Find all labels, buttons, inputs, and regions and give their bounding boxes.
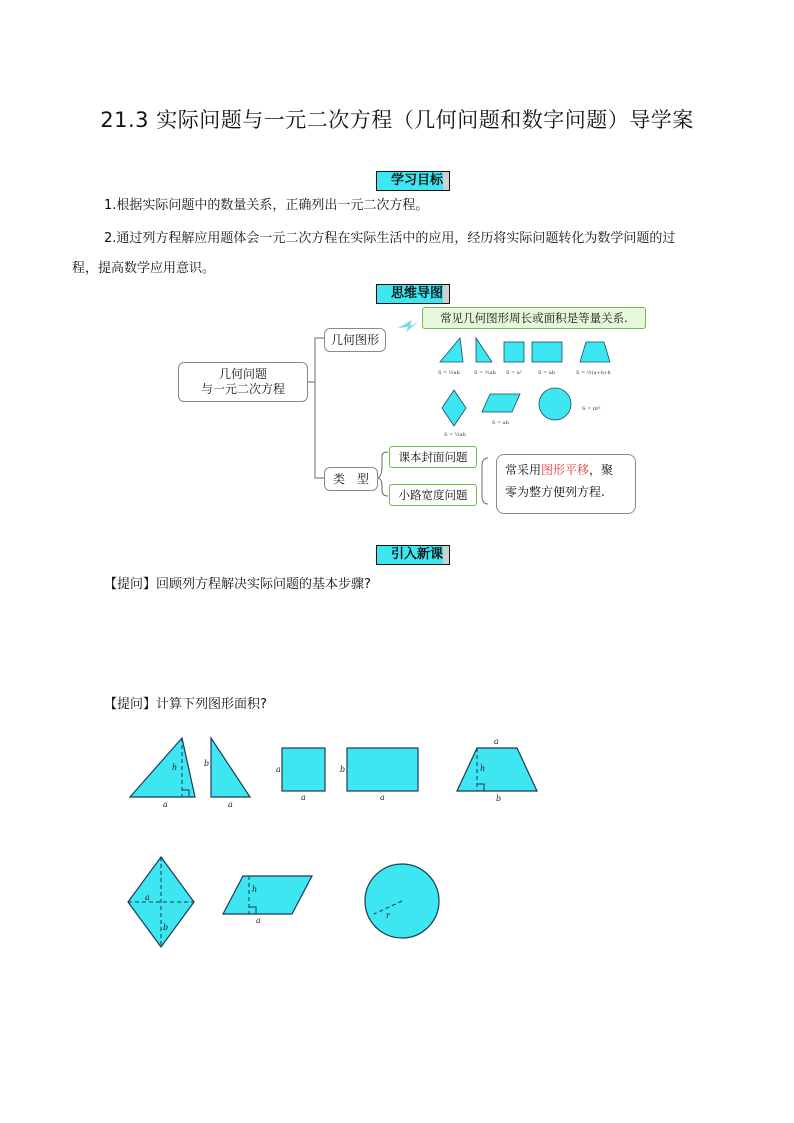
question-2 <box>104 695 267 715</box>
figure-trapezoid <box>457 748 537 791</box>
section-heading-mindmap: 思维导图 <box>376 284 450 304</box>
label-rect-side: b <box>340 765 346 774</box>
label-trap-base: b <box>496 794 502 803</box>
mindmap-geometry-note: 常见几何图形周长或面积是等量关系. <box>422 307 646 329</box>
goal-item-2: 2.通过列方程解应用题体会一元二次方程在实际生活中的应用，经历将实际问题转化为数学问题的过 <box>104 231 676 246</box>
mm-triangle-1 <box>440 338 463 362</box>
label-triangle1-base: a <box>163 800 168 809</box>
figure-triangle-2 <box>211 738 250 797</box>
label-triangle2-side: b <box>204 759 210 768</box>
mm-formula-1: S = ½ah <box>438 370 460 376</box>
label-trap-height: h <box>480 764 486 773</box>
mm-formula-8: S = πr² <box>582 406 601 412</box>
label-triangle1-height: h <box>172 763 178 772</box>
mm-formula-4: S = ab <box>538 370 555 376</box>
label-trap-top: a <box>494 737 499 746</box>
mm-formula-3: S = a² <box>506 370 522 376</box>
mm-rectangle <box>532 342 562 362</box>
label-para-height: h <box>252 885 258 894</box>
goal-item-2-cont: 程，提高数学应用意识。 <box>72 261 216 276</box>
mindmap-branch-geometry: 几何图形 <box>324 328 386 352</box>
question-2-text: 计算下列图形面积? <box>156 697 267 712</box>
label-square-base: a <box>301 793 306 802</box>
label-rect-base: a <box>380 793 385 802</box>
section-heading-goals: 学习目标 <box>376 171 450 191</box>
mm-trapezoid <box>580 342 610 362</box>
mm-triangle-2 <box>476 338 492 362</box>
mindmap-shapes <box>432 334 632 444</box>
label-circle-radius: r <box>386 911 390 920</box>
goal-item-1: 1.根据实际问题中的数量关系，正确列出一元二次方程。 <box>104 198 429 213</box>
mm-formula-5: S = ½(a+b)·h <box>576 370 611 376</box>
question-1-text: 回顾列方程解决实际问题的基本步骤? <box>156 577 371 592</box>
mindmap-type-cover: 课本封面问题 <box>389 446 477 468</box>
mindmap-type-note <box>496 454 636 514</box>
figure-square <box>282 748 325 791</box>
question-1-tag: 【提问】 <box>104 577 157 592</box>
figure-triangle-1 <box>130 738 195 797</box>
mm-rhombus <box>442 390 466 426</box>
mm-square <box>504 342 524 362</box>
section-heading-intro: 引入新课 <box>376 545 450 565</box>
label-para-base: a <box>256 916 261 925</box>
figure-rectangle <box>347 748 418 791</box>
question-2-tag: 【提问】 <box>104 697 157 712</box>
mm-formula-6: S = ½ah <box>444 432 466 438</box>
mm-formula-7: S = ah <box>492 420 509 426</box>
question-1 <box>104 575 371 595</box>
mindmap-branch-type: 类 型 <box>324 467 378 491</box>
mindmap-type-path: 小路宽度问题 <box>389 484 477 506</box>
mindmap-type-note-line2: 零为整方便列方程. <box>505 485 605 499</box>
mindmap-type-note-line1: 常采用图形平移，聚 <box>505 463 614 477</box>
mindmap-center <box>178 362 308 402</box>
mm-circle <box>539 388 571 420</box>
area-figures <box>0 720 794 960</box>
mm-parallelogram <box>482 394 520 412</box>
mindmap-center-line2: 与一元二次方程 <box>200 382 285 396</box>
label-triangle2-base: a <box>228 800 233 809</box>
figure-parallelogram <box>223 876 312 914</box>
label-rhombus-diag2: b <box>163 923 169 932</box>
label-square-side: a <box>276 765 281 774</box>
mindmap-center-line1: 几何问题 <box>218 367 267 381</box>
page-title: 21.3 实际问题与一元二次方程（几何问题和数字问题）导学案 <box>100 108 694 132</box>
mm-formula-2: S = ½ah <box>474 370 496 376</box>
label-rhombus-diag: a <box>145 893 150 902</box>
